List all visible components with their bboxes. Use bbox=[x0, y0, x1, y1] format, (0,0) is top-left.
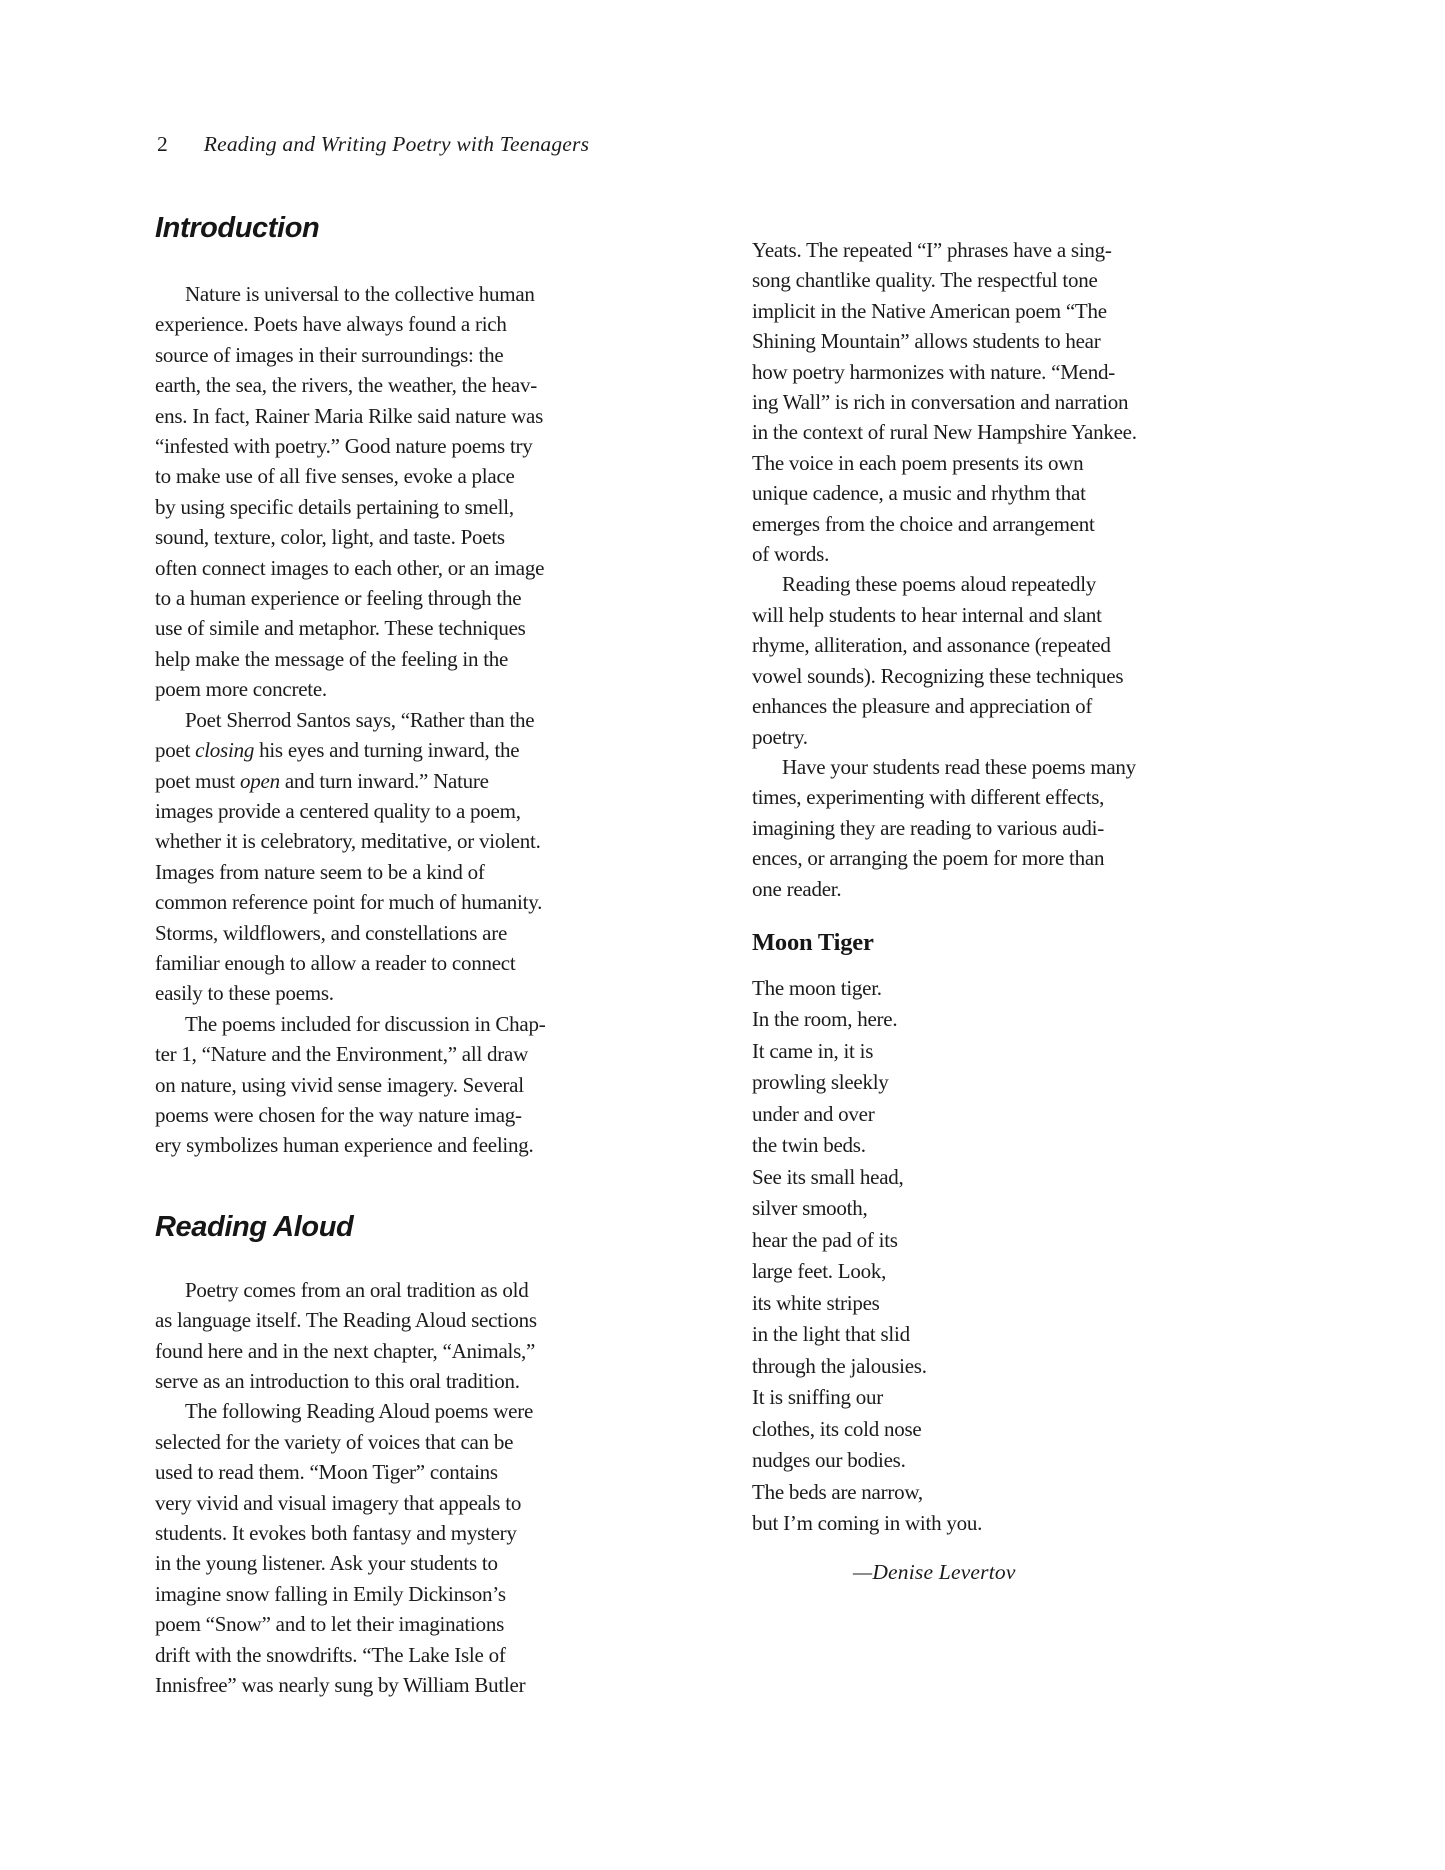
paragraph: The following Reading Aloud poems were selected for the variety of voices that can be used to read them. “Moon Tiger” contains very vivid and visual imagery that appeals to students. It evokes both fantasy and mystery in the young listener. Ask your students to imagine snow falling in Emily Dickinson’s poem “Snow” and to let their imaginations drift with the snowdrifts. “The Lake Isle of Innisfree” was nearly sung by William Butler bbox=[155, 1399, 534, 1698]
poem-text: The moon tiger. In the room, here. It came in, it is prowling sleekly under and over the twin beds. See its small head, silver smooth, hear the pad of its large feet. Look, its white stripes in the light that slid through the jalousies. It is sniffing our clothes, its cold nose nudges our bodies. The beds are narrow, but I’m coming in with you. bbox=[752, 975, 983, 1536]
paragraph: Poetry comes from an oral tradition as old as language itself. The Reading Aloud sections found here and in the next chapter, “Animals,” serve as an introduction to this oral tradition. bbox=[155, 1277, 537, 1393]
paragraph: Have your students read these poems many times, experimenting with different effects, imagining they are reading to various audi- ences, or arranging the poem for more than one reader. bbox=[752, 754, 1136, 901]
paragraph: Nature is universal to the collective human experience. Poets have always found a rich source of images in their surroundings: the earth, the sea, the rivers, the weather, the heav- ens. In fact, Rainer Maria Rilke said nature was “infested with poetry.” Good nature poems try to make use of all five senses, evoke a place by using specific details pertaining to smell, sound, texture, color, light, and taste. Poets often connect images to each other, or an image to a human experience or feeling through the use of simile and metaphor. These techniques help make the message of the feeling in the poem more concrete. bbox=[155, 282, 545, 702]
paragraph: Yeats. The repeated “I” phrases have a sing- song chantlike quality. The respectful tone implicit in the Native American poem “The Shining Mountain” allows students to hear how poetry harmonizes with nature. “Mend- ing Wall” is rich in conversation and narration in the context of rural New Hampshire Yankee. The voice in each poem presents its own unique cadence, a music and rhythm that emerges from the choice and arrangement of words. bbox=[752, 238, 1137, 567]
running-header bbox=[157, 131, 589, 157]
left-column bbox=[155, 208, 635, 1700]
section-heading-reading-aloud: Reading Aloud bbox=[155, 1210, 354, 1243]
paragraph: Poet Sherrod Santos says, “Rather than the poet closing his eyes and turning inward, the poet must open and turn inward.” Nature images provide a centered quality to a poem, whether it is celebratory, meditative, or violent. Images from nature seem to be a kind of common reference point for much of humanity. Storms, wildflowers, and constellations are familiar enough to allow a reader to connect easily to these poems. bbox=[155, 707, 543, 1006]
paragraph: Reading these poems aloud repeatedly will help students to hear internal and slant rhyme, alliteration, and assonance (repeated vowel sounds). Recognizing these techniques enhances the pleasure and appreciation of poetry. bbox=[752, 572, 1124, 749]
running-title: Reading and Writing Poetry with Teenagers bbox=[203, 132, 590, 156]
paragraph: The poems included for discussion in Chap- ter 1, “Nature and the Environment,” all draw on nature, using vivid sense imagery. Several poems were chosen for the way nature imag- ery symbolizes human experience and feeling. bbox=[155, 1011, 546, 1158]
poem-title: Moon Tiger bbox=[752, 928, 874, 956]
right-column bbox=[752, 235, 1192, 1587]
poem-attribution: —Denise Levertov bbox=[853, 1559, 1016, 1584]
section-heading-introduction: Introduction bbox=[155, 212, 320, 244]
page-number: 2 bbox=[157, 132, 168, 156]
